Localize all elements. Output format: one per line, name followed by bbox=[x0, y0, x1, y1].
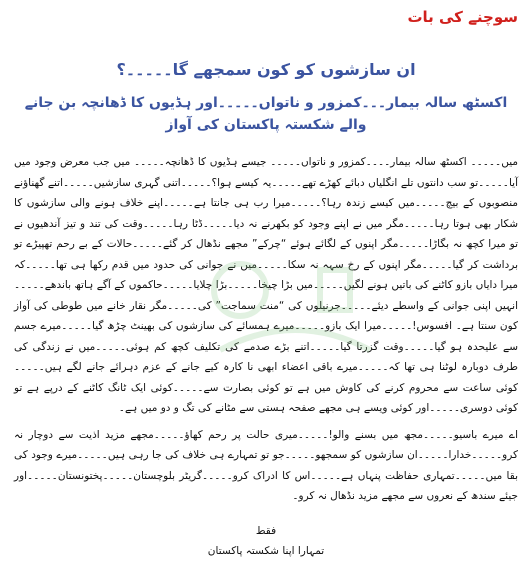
body-paragraph-1: میں۔۔۔۔۔ اکسٹھ سالہ بیمار۔۔۔۔کمزور و ناتواں۔۔۔۔۔ جیسے ہڈیوں کا ڈھانچہ۔۔۔۔۔ میں جب معرض وجود میں آیا۔۔۔۔۔تو سب دانتوں تلے انگلیاں دبائے کھڑے تھے۔۔۔۔۔یہ کیسے ہوا؟۔۔۔۔۔اتنی گہری سازشیں۔۔۔۔۔اتنے گھناؤنے منصوبوں کے بیچ۔۔۔۔۔میں کیسے زندہ رہا؟۔۔۔۔۔میرا رب ہی جانتا ہے۔۔۔۔۔اپنے خلاف ہونے والی سازشوں کا شکار بھی ہوتا رہا۔۔۔۔۔مگر میں نے اپنے وجود کو بکھرنے نہ دیا۔۔۔۔۔ڈٹا رہا۔۔۔۔۔وقت کی تند و تیز آندھیوں نے تو میرا کچھ نہ بگاڑا۔۔۔۔۔مگر اپنوں کے لگائے ہوئے “چرکے” مجھے نڈھال کر گئے۔۔۔۔۔حالات کے بے رحم تھپیڑے تو برداشت کر گیا۔۔۔۔۔مگر اپنوں کے رخ سہہ نہ سکا۔۔۔۔۔میں نے جوانی کی حدود میں قدم رکھا ہی تھا۔۔۔۔۔کہ میرا دایاں بازو کاٹنے کی باتیں ہونے لگیں۔۔۔۔۔میں بڑا چیخا۔۔۔۔۔بڑا چلایا۔۔۔۔۔حاکموں کے آگے ہاتھ باندھے۔۔۔۔۔انہیں اپنی جوانی کے واسطے دیئے۔۔۔۔۔جرنیلوں کی “منت سماجت” کی۔۔۔۔۔مگر نقار خانے میں طوطی کی آواز کون سنتا ہے۔ افسوس!۔۔۔۔۔میرا ایک بازو۔۔۔۔۔میرے ہمسائے کی سازشوں کی بھینٹ چڑھ گیا۔۔۔۔۔میرے جسم سے علیحدہ ہو گیا۔۔۔۔۔وقت گزرتا گیا۔۔۔۔۔اتنے بڑے صدمے کی تکلیف کچھ کم ہوئی۔۔۔۔۔میں نے زندگی کی طرف دوبارہ لوٹنا ہی تھا کہ۔۔۔۔۔میرے باقی اعضاء ابھی نا کارہ کیے جانے کے عزم دہرائے جانے لگے ہیں۔۔۔۔۔کوئی ساعت سے محروم کرنے کی کاوش میں ہے تو کوئی بصارت سے۔۔۔۔۔کوئی ایک ٹانگ کاٹنے کے درپے ہے تو کوئی دوسری۔۔۔۔۔اور کوئی ویسے ہی مجھے صفحہ ہستی سے مٹانے کی تگ و دو میں ہے۔ bbox=[14, 156, 518, 414]
subheadline: اکسٹھ سالہ بیمار۔۔۔کمزور و ناتواں۔۔۔۔۔اور ہڈیوں کا ڈھانچہ بن جانے والے شکستہ پاکستان کی آواز bbox=[24, 95, 508, 133]
body-paragraph-2: اے میرے باسیو۔۔۔۔۔مجھ میں بسنے والو!۔۔۔۔۔میری حالت پر رحم کھاؤ۔۔۔۔۔مجھے مزید اذیت سے دوچار نہ کرو۔۔۔۔۔خدارا۔۔۔۔۔ان سازشوں کو سمجھو۔۔۔۔۔جو تو تمہارے ہی خلاف کی جا رہی ہیں۔۔۔۔۔میرے وجود کی بقا میں۔۔۔۔۔تمہاری حفاظت پنہاں ہے۔۔۔۔۔اس کا ادراک کرو۔۔۔۔۔گریٹر بلوچستان۔۔۔۔۔پختونستان۔۔۔۔۔اور جیئے سندھ کے نعروں سے مجھے مزید نڈھال نہ کرو۔ bbox=[14, 428, 518, 502]
headline: ان سازشوں کو کون سمجھے گا۔۔۔۔۔؟ bbox=[116, 60, 416, 79]
column-title: سوچنے کی بات bbox=[407, 8, 518, 26]
signoff bbox=[14, 521, 518, 561]
signoff-closing: فقط bbox=[255, 524, 277, 537]
signoff-signature: تمہارا اپنا شکستہ پاکستان bbox=[207, 544, 325, 557]
